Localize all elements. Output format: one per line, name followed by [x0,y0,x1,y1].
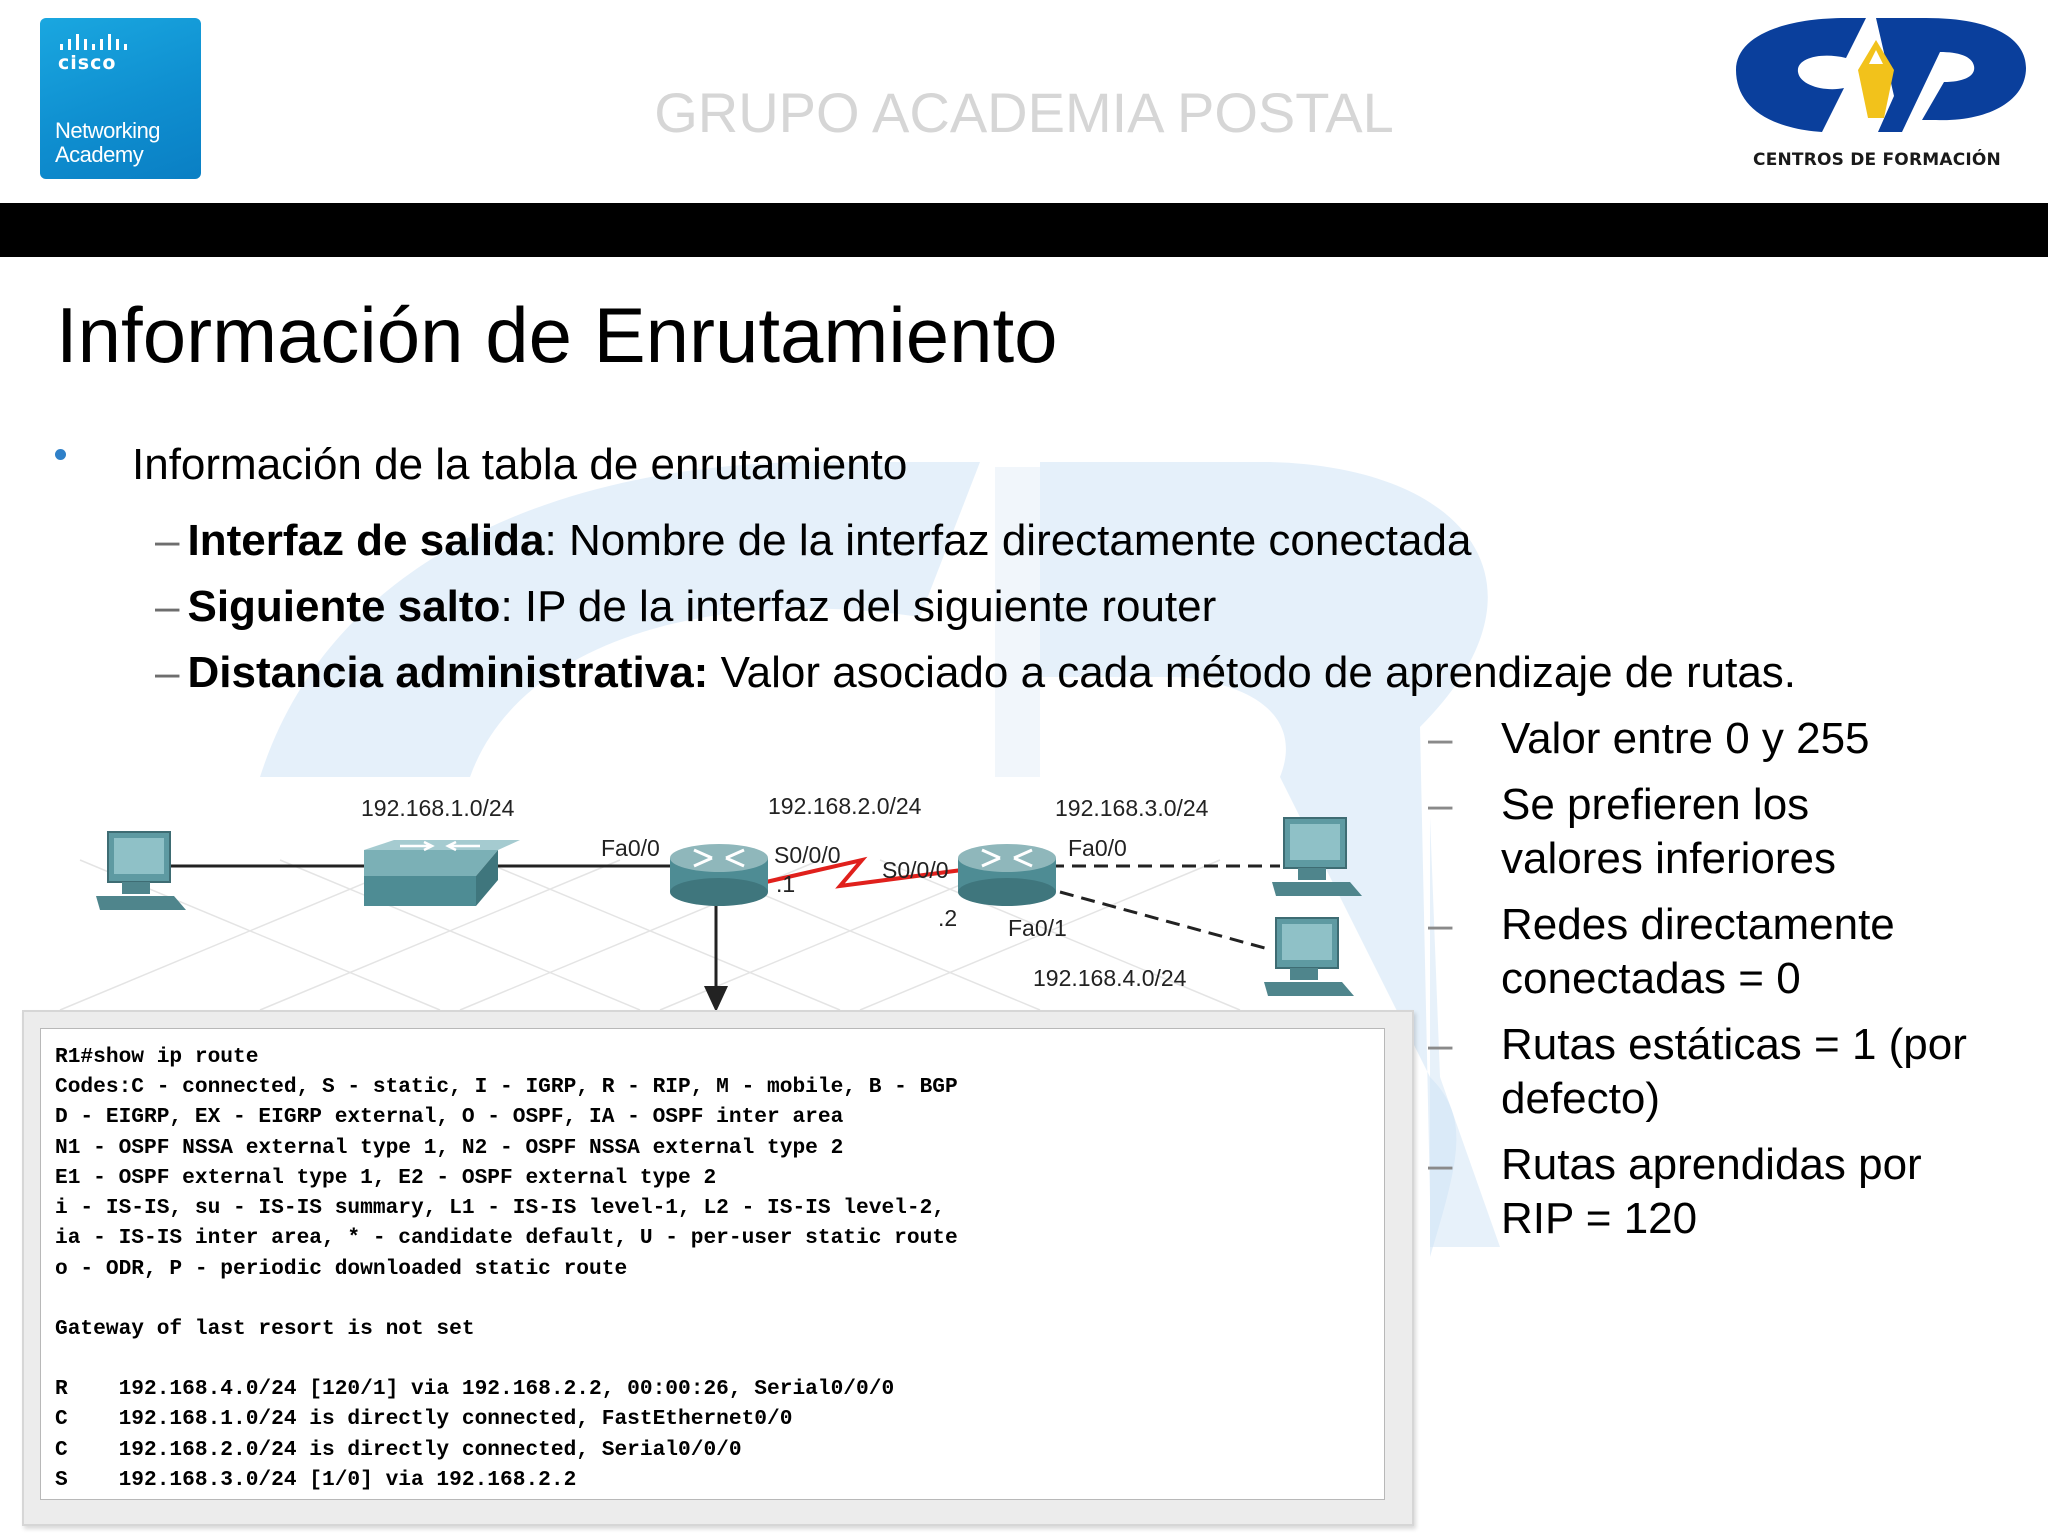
sub-item-siguiente-salto [155,582,1216,632]
cisco-logo-line1: Networking [55,118,161,143]
link-r2-pc4 [1060,892,1272,950]
ad-item-dash: – [1428,1140,1453,1189]
terminal-line: R1#show ip route [55,1045,259,1069]
net1-label: 192.168.1.0/24 [361,795,515,821]
r1-ip-suffix-label: .1 [776,871,796,897]
sub-item-distancia-administrativa [155,648,1796,698]
net2-label: 192.168.2.0/24 [768,793,922,819]
sub-item-dash: – [155,648,180,697]
ad-item-line1: Redes directamente [1501,900,1895,949]
ad-item-line1: Valor entre 0 y 255 [1501,714,1870,763]
r1-s000-label: S0/0/0 [774,842,841,868]
ad-item-dash: – [1428,780,1453,829]
terminal-line: ia - IS-IS inter area, * - candidate default, U - per-user static route [55,1226,958,1250]
net3-label: 192.168.3.0/24 [1055,795,1209,821]
ad-item-dash: – [1428,900,1453,949]
terminal-line: D - EIGRP, EX - EIGRP external, O - OSPF, IA - OSPF inter area [55,1105,844,1129]
pc-icon [1264,918,1354,996]
terminal-line: Codes:C - connected, S - static, I - IGRP, R - RIP, M - mobile, B - BGP [55,1075,958,1099]
terminal-line: Gateway of last resort is not set [55,1317,475,1341]
sub-item-term: Siguiente salto [187,582,501,631]
cisco-wordmark: cisco [58,52,117,74]
slide-title: Información de Enrutamiento [56,291,1058,379]
ad-item-dash: – [1428,714,1453,763]
ad-item-line2: defecto) [1501,1074,1660,1123]
sub-item-text: : IP de la interfaz del siguiente router [500,582,1217,631]
terminal-line: E1 - OSPF external type 1, E2 - OSPF external type 2 [55,1166,717,1190]
r2-fa01-label: Fa0/1 [1008,915,1067,941]
terminal-line: R 192.168.4.0/24 [120/1] via 192.168.2.2, 00:00:26, Serial0/0/0 [55,1377,895,1401]
cisco-logo-line2: Academy [55,142,144,167]
sub-item-text: Valor asociado a cada método de aprendizaje de rutas. [708,648,1797,697]
terminal-line: N1 - OSPF NSSA external type 1, N2 - OSPF NSSA external type 2 [55,1136,844,1160]
terminal-line: S 192.168.3.0/24 [1/0] via 192.168.2.2 [55,1468,577,1492]
net4-label: 192.168.4.0/24 [1033,965,1187,991]
terminal-line: C 192.168.2.0/24 is directly connected, Serial0/0/0 [55,1438,742,1462]
bullet-dot-icon [55,449,66,460]
cisco-bars-icon [60,34,140,54]
sub-item-term: Distancia administrativa: [187,648,709,697]
gap-logo-caption: CENTROS DE FORMACIÓN [1753,150,2001,170]
ad-item-line1: Rutas aprendidas por [1501,1140,1922,1189]
router-r1-icon [670,844,768,906]
pc-icon [96,832,186,910]
ad-item-line2: valores inferiores [1501,834,1837,883]
sub-item-term: Interfaz de salida [187,516,545,565]
r2-ip-suffix-label: .2 [938,905,958,931]
sub-item-dash: – [155,582,180,631]
pc-icon [1272,818,1362,896]
ad-item-line1: Se prefieren los [1501,780,1810,829]
network-topology-diagram [0,760,1420,1020]
routing-table-output [40,1028,1385,1500]
sub-item-text: : Nombre de la interfaz directamente conectada [544,516,1472,565]
r2-fa00-label: Fa0/0 [1068,835,1127,861]
header-black-bar [0,203,2048,257]
sub-item-dash: – [155,516,180,565]
terminal-line: C 192.168.1.0/24 is directly connected, FastEthernet0/0 [55,1407,793,1431]
r1-fa00-label: Fa0/0 [601,835,660,861]
header-title: GRUPO ACADEMIA POSTAL [654,81,1394,144]
terminal-line: o - ODR, P - periodic downloaded static route [55,1257,628,1281]
terminal-line: i - IS-IS, su - IS-IS summary, L1 - IS-IS level-1, L2 - IS-IS level-2, [55,1196,946,1220]
r2-s000-label: S0/0/0 [882,857,949,883]
sub-item-interfaz-salida [155,516,1471,566]
arrow-head-icon [704,986,728,1012]
ad-item-line2: RIP = 120 [1501,1194,1698,1243]
ad-item-dash: – [1428,1020,1453,1069]
ad-item-line2: conectadas = 0 [1501,954,1801,1003]
ad-item-line1: Rutas estáticas = 1 (por [1501,1020,1967,1069]
bullet-text: Información de la tabla de enrutamiento [132,440,908,489]
switch-icon [364,840,520,906]
router-r2-icon [958,844,1056,906]
